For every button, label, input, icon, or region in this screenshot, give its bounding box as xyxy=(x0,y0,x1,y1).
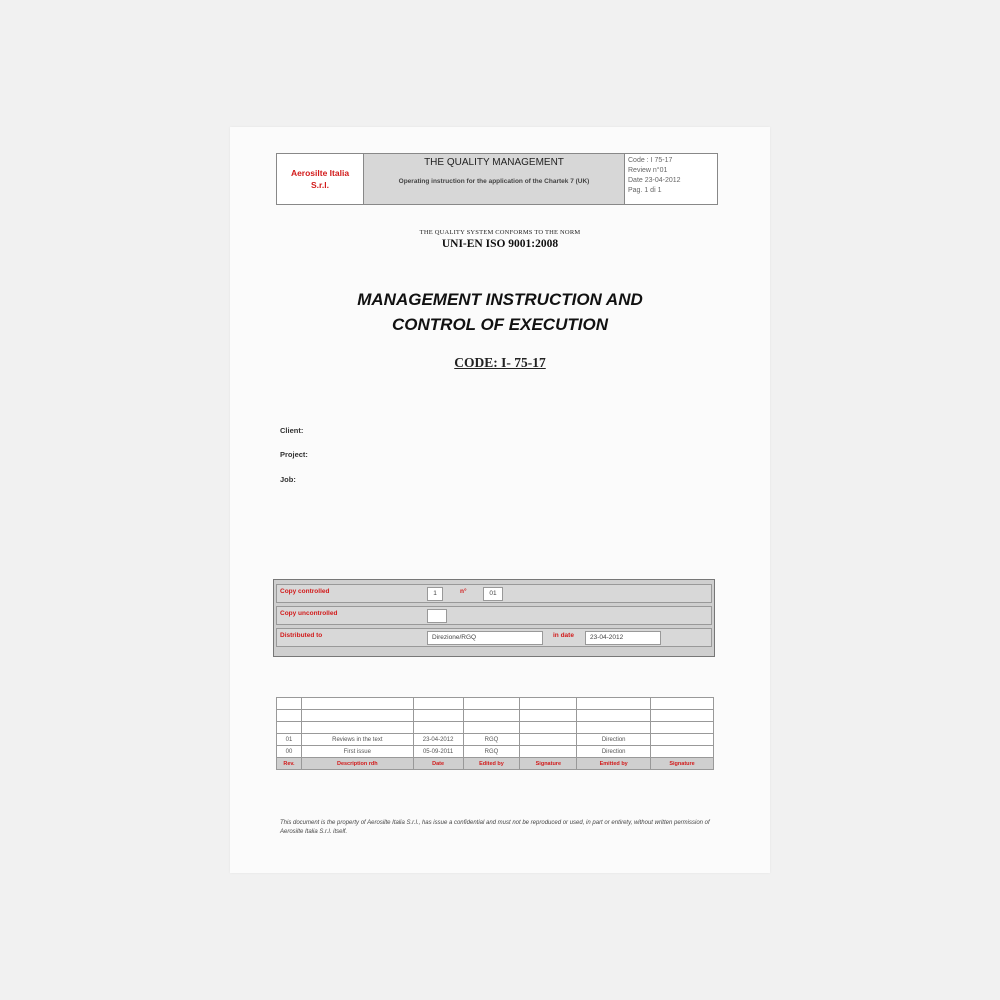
edited-by-cell xyxy=(463,698,520,710)
copy-of-label: n° xyxy=(460,588,467,595)
date-cell: 05-09-2011 xyxy=(413,746,463,758)
distribution-date: 23-04-2012 xyxy=(585,631,661,645)
recipient-value: Direzione/RGQ xyxy=(427,631,543,645)
rev-cell: 01 xyxy=(277,734,302,746)
project-label: Project: xyxy=(280,450,308,459)
column-header: Date xyxy=(413,758,463,770)
header-subtitle: Operating instruction for the application of the Chartek 7 (UK) xyxy=(398,178,590,185)
column-header: Signature xyxy=(520,758,577,770)
copy-uncontrolled-row xyxy=(276,606,712,625)
table-row xyxy=(277,722,714,734)
emitted-by-cell xyxy=(577,698,651,710)
signature-cell xyxy=(651,746,714,758)
signature-cell xyxy=(520,710,577,722)
document-header xyxy=(276,153,718,205)
description-cell xyxy=(301,698,413,710)
document-code: CODE: I- 75-17 xyxy=(454,355,546,370)
emitted-by-cell xyxy=(577,722,651,734)
copy-total: 01 xyxy=(483,587,503,601)
conformity-norm: UNI-EN ISO 9001:2008 xyxy=(441,238,559,250)
title-line-2: CONTROL OF EXECUTION xyxy=(392,315,608,334)
header-meta xyxy=(625,154,717,204)
column-header: Signature xyxy=(651,758,714,770)
copy-controlled-label: Copy controlled xyxy=(280,588,330,595)
column-header: Rev. xyxy=(277,758,302,770)
signature-cell xyxy=(520,722,577,734)
signature-cell xyxy=(651,722,714,734)
table-row xyxy=(277,746,714,758)
copy-uncontrolled-checkbox xyxy=(427,609,447,623)
date-cell: 23-04-2012 xyxy=(413,734,463,746)
meta-code: Code : I 75-17 xyxy=(628,157,673,164)
header-title: THE QUALITY MANAGEMENT xyxy=(424,157,564,168)
edited-by-cell: RGQ xyxy=(463,734,520,746)
rev-cell xyxy=(277,722,302,734)
edited-by-cell xyxy=(463,710,520,722)
emitted-by-cell xyxy=(577,710,651,722)
description-cell xyxy=(301,722,413,734)
header-title-block xyxy=(364,154,625,204)
company-name: Aerosilte Italia xyxy=(290,168,350,178)
signature-cell xyxy=(520,698,577,710)
copy-number: 1 xyxy=(427,587,443,601)
description-cell: First issue xyxy=(301,746,413,758)
distributed-to-row xyxy=(276,628,712,647)
signature-cell xyxy=(651,734,714,746)
table-header-row xyxy=(277,758,714,770)
client-label: Client: xyxy=(280,426,304,435)
date-cell xyxy=(413,722,463,734)
table-row xyxy=(277,734,714,746)
title-line-1: MANAGEMENT INSTRUCTION AND xyxy=(357,290,643,309)
rev-cell: 00 xyxy=(277,746,302,758)
distribution-box xyxy=(273,579,715,657)
meta-date: Date 23-04-2012 xyxy=(628,177,681,184)
signature-cell xyxy=(520,734,577,746)
table-row xyxy=(277,698,714,710)
column-header: Description rdh xyxy=(301,758,413,770)
company-suffix: S.r.l. xyxy=(311,180,329,190)
copy-controlled-row xyxy=(276,584,712,603)
emitted-by-cell: Direction xyxy=(577,734,651,746)
signature-cell xyxy=(651,698,714,710)
disclaimer-note: This document is the property of Aerosilte Italia S.r.l., has issue a confidential and must not be reproduced or used, in part or entirety, without written permission of Aerosilte Italia S.r.l. itself. xyxy=(280,820,710,835)
meta-review: Review n°01 xyxy=(628,167,668,174)
column-header: Emitted by xyxy=(577,758,651,770)
job-label: Job: xyxy=(280,475,296,484)
in-date-label: in date xyxy=(553,632,574,639)
edited-by-cell xyxy=(463,722,520,734)
column-header: Edited by xyxy=(463,758,520,770)
document-title xyxy=(230,287,770,337)
meta-page: Pag. 1 di 1 xyxy=(628,187,662,194)
rev-cell xyxy=(277,698,302,710)
signature-cell xyxy=(651,710,714,722)
document-page xyxy=(230,127,770,873)
date-cell xyxy=(413,698,463,710)
edited-by-cell: RGQ xyxy=(463,746,520,758)
conformity-note: THE QUALITY SYSTEM CONFORMS TO THE NORM xyxy=(419,229,581,236)
emitted-by-cell: Direction xyxy=(577,746,651,758)
distributed-to-label: Distributed to xyxy=(280,632,323,639)
copy-uncontrolled-label: Copy uncontrolled xyxy=(280,610,338,617)
rev-cell xyxy=(277,710,302,722)
description-cell xyxy=(301,710,413,722)
company-logo xyxy=(277,154,364,204)
signature-cell xyxy=(520,746,577,758)
revision-table xyxy=(276,697,714,770)
table-row xyxy=(277,710,714,722)
date-cell xyxy=(413,710,463,722)
description-cell: Reviews in the text xyxy=(301,734,413,746)
